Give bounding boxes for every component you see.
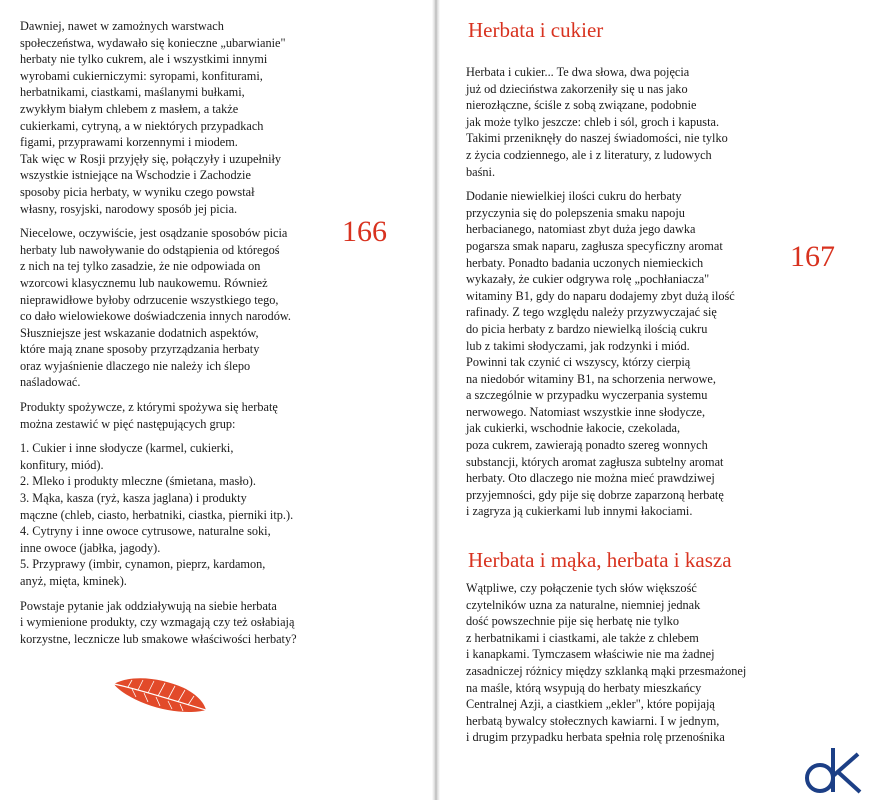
- text-line: nierozłączne, ściśle z sobą związane, podobnie: [466, 98, 697, 113]
- text-line: herbaty nie tylko cukrem, ale i wszystkimi innymi: [20, 52, 268, 67]
- text-line: 3. Mąka, kasza (ryż, kasza jaglana) i produkty: [20, 491, 247, 506]
- text-line: i zagryza ją cukierkami lub innymi łakociami.: [466, 504, 693, 519]
- page-number: 167: [790, 240, 835, 273]
- section-body: [466, 580, 766, 754]
- text-line: Słuszniejsze jest wskazanie dodatnich aspektów,: [20, 325, 259, 340]
- leaf-ornament-icon: [112, 672, 208, 716]
- text-line: oraz wyjaśnienie dlaczego nie należy ich ślepo: [20, 358, 251, 373]
- text-line: naśladować.: [20, 375, 81, 390]
- text-line: inne owoce (jabłka, jagody).: [20, 540, 161, 555]
- text-line: mączne (chleb, ciasto, herbatniki, ciastka, pierniki itp.).: [20, 507, 294, 522]
- text-line: Powinni tak czynić ci wszyscy, którzy cierpią: [466, 355, 691, 370]
- text-line: 5. Przyprawy (imbir, cynamon, pieprz, kardamon,: [20, 557, 266, 572]
- text-line: herbaty lub nawoływanie do odstąpienia od któregoś: [20, 242, 280, 257]
- text-line: 2. Mleko i produkty mleczne (śmietana, masło).: [20, 474, 256, 489]
- book-gutter: [432, 0, 440, 800]
- text-line: Tak więc w Rosji przyjęły się, połączyły i uzupełniły: [20, 151, 282, 166]
- text-line: Wątpliwe, czy połączenie tych słów większość: [466, 581, 697, 595]
- text-line: Dawniej, nawet w zamożnych warstwach: [20, 19, 224, 33]
- text-line: wyrobami cukierniczymi: syropami, konfiturami,: [20, 68, 263, 83]
- text-line: Powstaje pytanie jak oddziaływują na siebie herbata: [20, 598, 277, 613]
- text-line: z nich na tej tylko zasadzie, że nie odpowiada on: [20, 259, 261, 274]
- text-line: a szczególnie w przypadku wyczerpania systemu: [466, 388, 708, 403]
- text-line: dość powszechnie pije się herbatę nie tylko: [466, 614, 680, 629]
- text-line: lub z takimi słodyczami, jak rodzynki i miód.: [466, 338, 690, 353]
- text-line: herbacianego, natomiast zbyt duża jego dawka: [466, 222, 696, 237]
- text-line: konfitury, miód).: [20, 457, 104, 472]
- text-line: i wymienione produkty, czy wzmagają czy też osłabiają: [20, 615, 295, 630]
- paragraph: [20, 18, 325, 217]
- text-line: do picia herbaty z bardzo niewielką ilością cukru: [466, 321, 708, 336]
- paragraph: [466, 580, 766, 746]
- left-page: [0, 0, 432, 800]
- text-line: Produkty spożywcze, z którymi spożywa się herbatę: [20, 400, 278, 415]
- text-line: wykazały, że cukier odgrywa rolę „pochłaniacza": [466, 272, 710, 287]
- text-line: sposoby picia herbaty, w wyniku czego powstał: [20, 184, 255, 199]
- text-line: rafinady. Z tego względu należy przyzwyczajać się: [466, 305, 717, 320]
- text-line: 4. Cytryny i inne owoce cytrusowe, naturalne soki,: [20, 524, 271, 539]
- text-line: które mają znane sposoby przyrządzania herbaty: [20, 342, 260, 357]
- text-line: herbatnikami, ciastkami, maślanymi bułkami,: [20, 85, 245, 100]
- paragraph: [466, 64, 766, 180]
- text-line: herbaty. Ponadto badania uczonych niemieckich: [466, 255, 704, 270]
- section-body: [466, 64, 766, 528]
- text-line: Niecelowe, oczywiście, jest osądzanie sposobów picia: [20, 226, 288, 241]
- text-line: herbaty. Oto dlaczego nie można mieć prawdziwej: [466, 471, 715, 486]
- text-line: poza cukrem, zawierają ponadto szereg wonnych: [466, 438, 708, 453]
- text-line: własny, rosyjski, narodowy sposób jej picia.: [20, 201, 238, 216]
- text-line: nieprawidłowe byłoby odrzucenie wszystkiego tego,: [20, 292, 279, 307]
- text-line: pogarsza smak naparu, zagłusza specyficzny aromat: [466, 238, 723, 253]
- right-page: [440, 0, 872, 800]
- text-line: korzystne, lecznicze lub smakowe właściwości herbaty?: [20, 631, 297, 646]
- text-line: wszystkie istniejące na Wschodzie i Zachodzie: [20, 168, 251, 183]
- text-line: i drugim przypadku herbata spełnia rolę przenośnika: [466, 730, 725, 745]
- text-line: Centralnej Azji, a ciastkiem „ekler", które popijają: [466, 697, 715, 712]
- page-number: 166: [342, 215, 387, 248]
- left-text-column: [20, 18, 325, 655]
- text-line: na maśle, którą wsypują do herbaty mieszkańcy: [466, 680, 702, 695]
- text-line: czytelników uzna za naturalne, niemniej jednak: [466, 597, 701, 612]
- text-line: Dodanie niewielkiej ilości cukru do herbaty: [466, 189, 682, 204]
- text-line: z życia codziennego, ale i z literatury, z ludowych: [466, 147, 712, 162]
- paragraph: [20, 598, 325, 648]
- text-line: zasadniczej różnicy między szklanką mąki przesmażonej: [466, 663, 747, 678]
- text-line: zwykłym białym chlebem z masłem, a także: [20, 101, 239, 116]
- section-title: Herbata i mąka, herbata i kasza: [468, 548, 732, 572]
- text-line: wzorcowi klasycznemu lub naukowemu. Również: [20, 275, 268, 290]
- text-line: anyż, mięta, kminek).: [20, 574, 127, 588]
- paragraph: [20, 399, 325, 432]
- text-line: substancji, których aromat zagłusza subtelny aromat: [466, 454, 724, 469]
- text-line: herbatą bywalcy stołecznych kawiarni. I w jednym,: [466, 713, 720, 728]
- text-line: na niedobór witaminy B1, na schorzenia nerwowe,: [466, 371, 716, 386]
- text-line: figami, przyprawami korzennymi i miodem.: [20, 135, 238, 150]
- text-line: można zestawić w pięć następujących grup:: [20, 416, 236, 431]
- text-line: Takimi przeniknęły do naszej świadomości, nie tylko: [466, 131, 728, 146]
- text-line: przyjemności, gdy pije się dobrze zaparzoną herbatę: [466, 487, 724, 502]
- paragraph: [466, 188, 766, 520]
- text-line: przyczynia się do polepszenia smaku napoju: [466, 205, 685, 220]
- paragraph: [20, 225, 325, 391]
- text-line: 1. Cukier i inne słodycze (karmel, cukierki,: [20, 441, 234, 456]
- text-line: już od dzieciństwa zakorzeniły się u nas jako: [466, 81, 688, 96]
- text-line: baśni.: [466, 164, 496, 179]
- text-line: i kanapkami. Tymczasem właściwie nie ma żadnej: [466, 647, 715, 662]
- text-line: Herbata i cukier... Te dwa słowa, dwa pojęcia: [466, 65, 690, 79]
- text-line: jak cukierki, wschodnie łakocie, czekolada,: [466, 421, 681, 436]
- text-line: cukierkami, cytryną, a w niektórych przypadkach: [20, 118, 264, 133]
- product-list: [20, 440, 325, 589]
- text-line: jak może tylko jeszcze: chleb i sól, groch i kapusta.: [466, 114, 720, 129]
- dk-logo-icon: [802, 742, 868, 798]
- section-title: Herbata i cukier: [468, 18, 604, 42]
- text-line: z herbatnikami i ciastkami, ale także z chlebem: [466, 630, 699, 645]
- text-line: co dało wielowiekowe doświadczenia innych narodów.: [20, 309, 292, 324]
- text-line: nerwowego. Natomiast wszystkie inne słodycze,: [466, 404, 706, 419]
- text-line: witaminy B1, gdy do naparu dodajemy zbyt dużą ilość: [466, 288, 735, 303]
- text-line: społeczeństwa, wydawało się konieczne „ubarwianie": [20, 35, 286, 50]
